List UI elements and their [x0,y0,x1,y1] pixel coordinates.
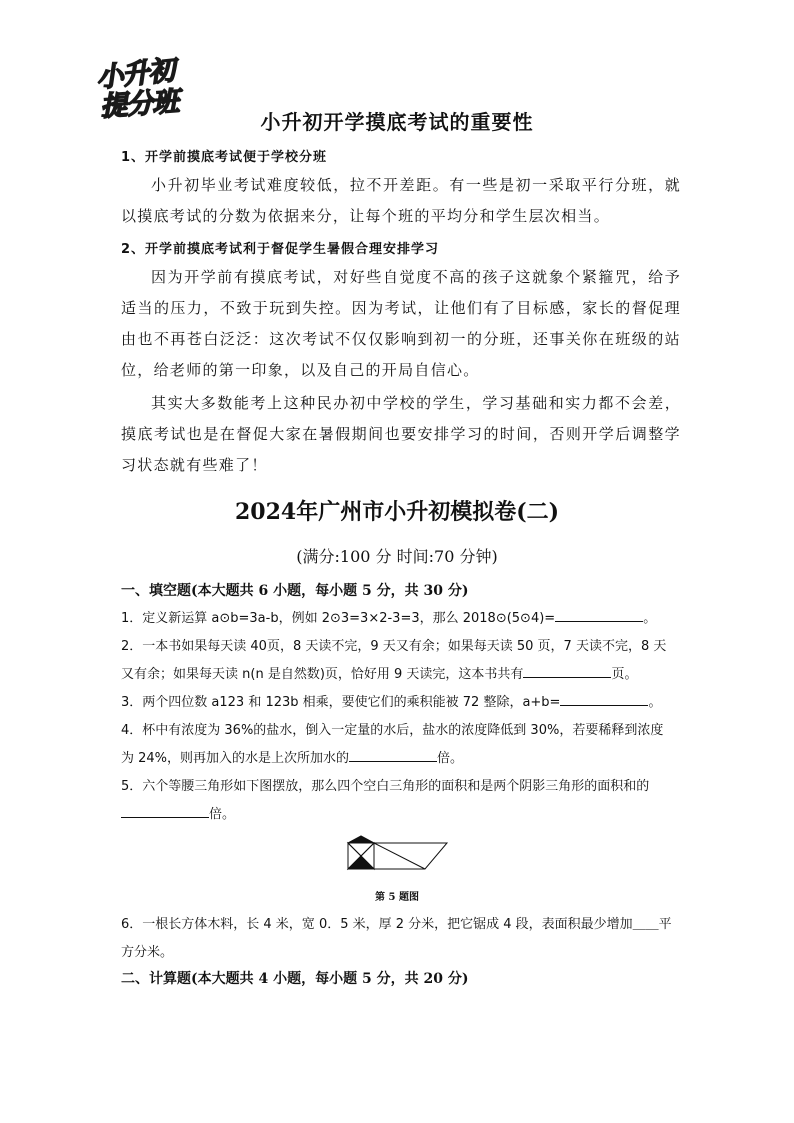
question-4-end: 倍。 [437,751,464,766]
question-6: 6．一根长方体木料，长 4 米，宽 0．5 米，厚 2 分米，把它锯成 4 段，表面积最少增加＿＿平方分米。 [121,917,672,960]
shaded-triangle-bottom [348,856,374,869]
question-5 [121,773,676,829]
question-3 [121,689,676,717]
question-5-end: 倍。 [209,807,236,822]
question-3-end: 。 [648,695,662,710]
figure-caption: 第 5 题图 [375,892,419,903]
question-1 [121,605,676,633]
intro-heading-1: 1、开学前摸底考试便于学校分班 [121,150,328,165]
question-3-text: 3．两个四位数 a123 和 123b 相乘，要使它们的乘积能被 72 整除，a+b= [121,695,561,710]
answer-blank [349,747,437,762]
shaded-triangle-top [348,836,374,843]
exam-title: 2024年广州市小升初模拟卷(二) [234,499,560,525]
section-1-heading: 一、填空题(本大题共 6 小题，每小题 5 分，共 30 分) [121,583,469,599]
answer-blank [555,607,643,622]
exam-subtitle: (满分:100 分 时间:70 分钟) [296,547,498,566]
answer-blank [560,691,648,706]
triangle-upper-right [348,843,374,856]
question-2 [121,633,676,689]
question-2-text: 2．一本书如果每天读 40页，8 天读不完，9 天又有余；如果每天读 50 页，7 天读不完，8 天又有余；如果每天读 n(n 是自然数)页，恰好用 9 天读完，这本书共有 [121,639,667,682]
question-1-text: 1．定义新运算 a⊙b=3a-b，例如 2⊙3=3×2-3=3，那么 2018⊙(5⊙4)= [121,611,556,626]
logo-line1: 小升初 [94,54,176,94]
section-2-heading: 二、计算题(本大题共 4 小题，每小题 5 分，共 20 分) [121,971,469,987]
question-5-text: 5．六个等腰三角形如下图摆放，那么四个空白三角形的面积和是两个阴影三角形的面积和的 [121,779,650,794]
question-1-end: 。 [643,611,657,626]
diagonal-line [374,843,425,869]
answer-blank [523,663,611,678]
answer-blank [121,803,209,818]
question-4-text: 4．杯中有浓度为 36%的盐水，倒入一定量的水后，盐水的浓度降低到 30%，若要稀释到浓度为 24%，则再加入的水是上次所加水的 [121,723,664,766]
question-2-end: 页。 [611,667,638,682]
trapezoid-large [374,843,447,869]
intro-heading-2: 2、开学前摸底考试利于督促学生暑假合理安排学习 [121,242,440,257]
intro-paragraph-1: 小升初毕业考试难度较低，拉不开差距。有一些是初一采取平行分班，就以摸底考试的分数为依据来分，让每个班的平均分和学生层次相当。 [121,176,681,225]
intro-title: 小升初开学摸底考试的重要性 [260,110,534,134]
question-4 [121,717,676,773]
triangle-figure [344,832,450,872]
intro-paragraph-2: 因为开学前有摸底考试，对好些自觉度不高的孩子这就象个紧箍咒，给予适当的压力，不致于玩到失控。因为考试，让他们有了目标感，家长的督促理由也不再苍白泛泛：这次考试不仅仅影响到初一的分班，还事关你在班级的站位，给老师的第一印象，以及自己的开局自信心。 [121,268,681,379]
logo-line2: 提分班 [99,86,180,123]
intro-paragraph-3: 其实大多数能考上这种民办初中学校的学生，学习基础和实力都不会差，摸底考试也是在督促大家在暑假期间也要安排学习的时间，否则开学后调整学习状态就有些难了！ [121,394,681,474]
